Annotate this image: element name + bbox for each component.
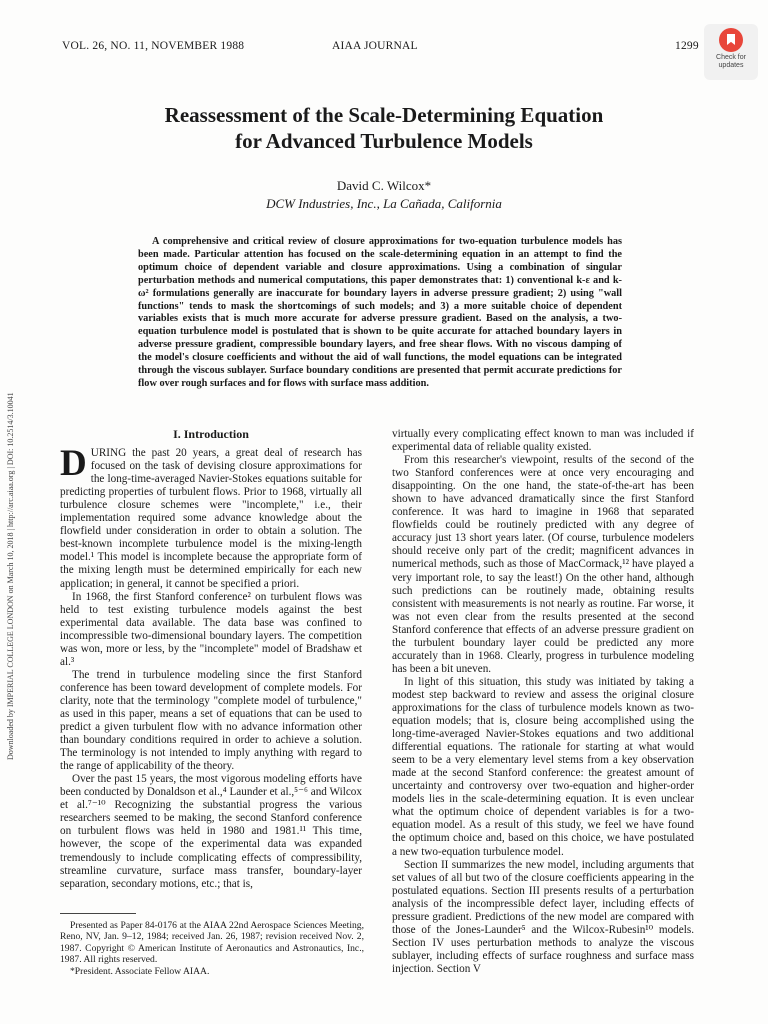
left-column: [60, 428, 362, 891]
body-paragraph: From this researcher's viewpoint, results of the second of the two Stanford conferences were at once very encouraging and disappointing. On the one hand, the state-of-the-art has been shown to have advanced dramatically since the first Stanford conference. It was hard to imagine in 1968 that separated flowfields could be routinely predicted with any degree of accuracy just 13 short years later. (Of course, turbulence modelers should receive only part of the credit; magnificent advances in numerical methods, such as those of MacCormack,¹² have played a very important role, to say the least!) On the other hand, although such predictions can be routinely made, obtaining results consistent with measurements is not nearly as routine. Far worse, it was not even clear from the results presented at the second Stanford conference that effects of an adverse pressure gradient on the turbulent boundary layer could be predicted any more accurately than in 1968. Clearly, progress in turbulence modeling has been a bit uneven.: [392, 454, 694, 675]
footnote-rule: [60, 913, 136, 914]
paragraph-text: URING the past 20 years, a great deal of research has focused on the task of devising closure approximations for the long-time-averaged Navier-Stokes equations suitable for predicting properties of turbulent flows. Prior to 1968, virtually all turbulence closure schemes were "incomplete," i.e., their implementation required some advance knowledge about the flowfield under consideration in order to obtain a solution. The best-known incomplete turbulence model is the mixing-length model.¹ This model is incomplete because the appropriate form of the mixing length must be determined empirically for each new application; in general, it cannot be specified a priori.: [60, 447, 362, 590]
body-paragraph: Over the past 15 years, the most vigorous modeling efforts have been conducted by Donaldson et al.,⁴ Launder et al.,⁵⁻⁶ and Wilcox et al.⁷⁻¹⁰ Recognizing the substantial progress the various researchers seemed to be making, the second Stanford conference on turbulent flows was held in 1980 and 1981.¹¹ This time, however, the scope of the experimental data was expanded tremendously to include complicating effects of compressibility, streamline curvature, surface mass transfer, boundary-layer separation, secondary motions, etc.; that is,: [60, 773, 362, 890]
footnote: [60, 920, 364, 977]
body-paragraph: Section II summarizes the new model, including arguments that set values of all but two of the closure coefficients appearing in the postulated equations. Section III presents results of a perturbation analysis of the incompressible defect layer, including effects of pressure gradient. Predictions of the new model are compared with those of the Jones-Launder⁵ and the Wilcox-Rubesin¹⁰ models. Section IV uses perturbation methods to analyze the viscous sublayer, including effects of surface roughness and surface mass injection. Section V: [392, 858, 694, 975]
page-number: 1299: [675, 40, 699, 52]
download-note: Downloaded by IMPERIAL COLLEGE LONDON on March 10, 2018 | http://arc.aiaa.org | DOI: 10.2514/3.10041: [6, 392, 15, 760]
right-column: [392, 428, 694, 976]
author-name: David C. Wilcox*: [336, 178, 432, 193]
check-for-updates-badge[interactable]: [704, 24, 758, 80]
section-heading: I. Introduction: [173, 427, 249, 441]
title-line-2: for Advanced Turbulence Models: [235, 129, 533, 153]
badge-line-1: Check for: [716, 54, 746, 61]
body-paragraph: [60, 443, 362, 591]
journal-name: AIAA JOURNAL: [332, 40, 418, 52]
journal-volume-info: VOL. 26, NO. 11, NOVEMBER 1988: [62, 40, 245, 52]
body-paragraph: virtually every complicating effect known to man was included if experimental data of reliable quality existed.: [392, 428, 694, 454]
abstract: A comprehensive and critical review of closure approximations for two-equation turbulence models has been made. Particular attention has focused on the scale-determining equation in an attempt to find the optimum choice of dependent variable and closure approximations. Using a combination of singular perturbation methods and numerical computations, this paper demonstrates that: 1) conventional k-ε and k-ω² formulations generally are inaccurate for boundary layers in adverse pressure gradient; 2) using "wall functions" tends to mask the shortcomings of such models; and 3) a more suitable choice of dependent variables exists that is much more accurate for adverse pressure gradient. Based on the analysis, a two-equation turbulence model is postulated that is shown to be quite accurate for attached boundary layers in adverse pressure gradient, compressible boundary layers, and free shear flows. With no viscous damping of the model's closure coefficients and without the aid of wall functions, the model equations can be integrated through the viscous sublayer. Surface boundary conditions are presented that permit accurate predictions for flow over rough surfaces and for flows with surface mass addition.: [138, 236, 622, 389]
badge-line-2: updates: [718, 62, 744, 69]
body-paragraph: The trend in turbulence modeling since the first Stanford conference has been toward development of complete models. For clarity, note that the terminology "complete model of turbulence," as used in this paper, means a set of equations that can be used to predict a given turbulent flow with no advance information other than boundary conditions required in order to achieve a solution. The terminology is not intended to imply anything with regard to the range of applicability of the theory.: [60, 668, 362, 773]
paper-title: [0, 102, 768, 154]
footnote-received: Presented as Paper 84-0176 at the AIAA 22nd Aerospace Sciences Meeting, Reno, NV, Jan. 9–12, 1984; received Jan. 26, 1987; revision received Nov. 2, 1987. Copyright © American Institute of Aeronautics and Astronautics, Inc., 1987. All rights reserved.: [60, 920, 364, 966]
title-line-1: Reassessment of the Scale-Determining Equation: [164, 103, 604, 127]
drop-cap: D: [60, 443, 87, 485]
bookmark-icon: [719, 28, 743, 52]
body-paragraph: In light of this situation, this study was initiated by taking a modest step backward to review and assess the original closure approximations for the class of turbulence models known as two-equation models; that is, closure being accomplished using the long-time-averaged Navier-Stokes equations and two additional differential equations. The rationale for starting at what would seem to be a very elementary level stems from a key observation made at the second Stanford conference: the greatest amount of uncertainty and controversy over two-equation and higher-order models lies in the scale-determining equation. It is even unclear what the optimum choice of dependent variables is for a two-equation model. As a result of this study, we feel we have found the optimum choice and, based on this choice, we have postulated a new two-equation turbulence model.: [392, 675, 694, 858]
author-affiliation: DCW Industries, Inc., La Cañada, California: [266, 196, 502, 211]
body-paragraph: In 1968, the first Stanford conference² on turbulent flows was held to test existing turbulence models against the best experimental data available. The data base was confined to incompressible two-dimensional boundary layers. The competition was won, more or less, by the "incomplete" model of Bradshaw et al.³: [60, 590, 362, 668]
footnote-author-note: *President. Associate Fellow AIAA.: [70, 965, 210, 977]
